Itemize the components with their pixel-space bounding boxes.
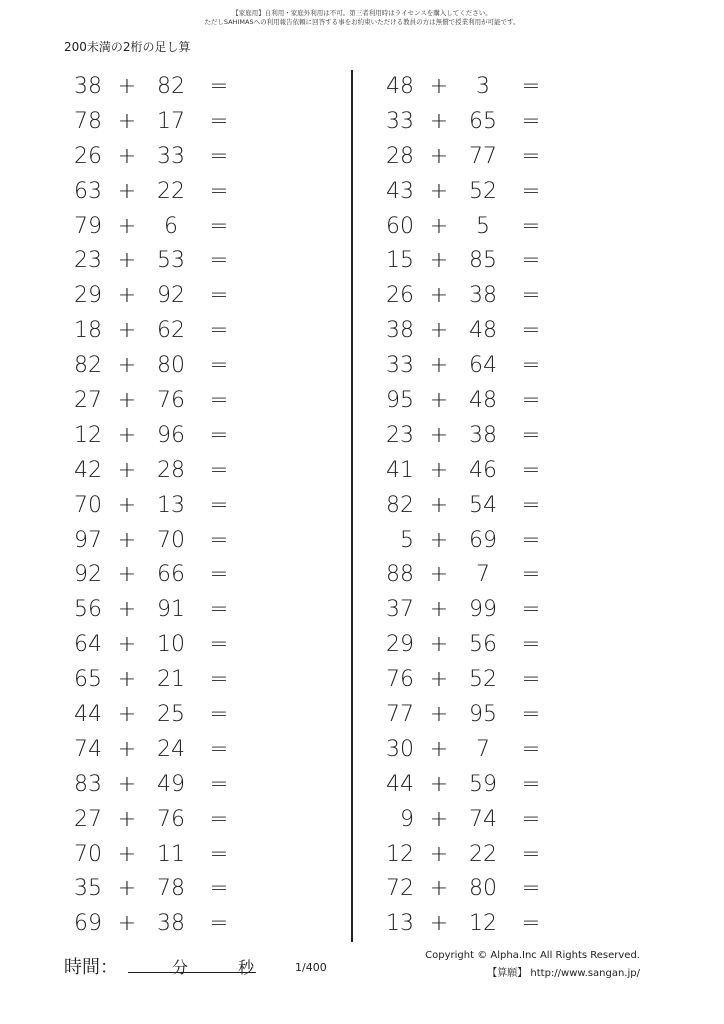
equals-sign: =	[521, 632, 541, 658]
equals-sign: =	[209, 457, 229, 483]
plus-sign: +	[429, 736, 449, 762]
addend-a: 33	[386, 353, 414, 379]
plus-sign: +	[117, 527, 137, 553]
equals-sign: =	[521, 597, 541, 623]
addend-b: 21	[157, 667, 185, 693]
addend-a: 30	[386, 736, 414, 762]
problem-row	[60, 175, 360, 210]
plus-sign: +	[117, 74, 137, 99]
plus-sign: +	[117, 143, 137, 169]
plus-sign: +	[429, 74, 449, 99]
plus-sign: +	[429, 422, 449, 448]
addend-a: 43	[386, 178, 414, 204]
plus-sign: +	[117, 213, 137, 239]
plus-sign: +	[429, 108, 449, 134]
addend-b: 11	[157, 841, 185, 867]
problem-row	[60, 384, 360, 419]
addend-a: 18	[74, 318, 102, 344]
equals-sign: =	[521, 143, 541, 169]
plus-sign: +	[117, 771, 137, 797]
addend-a: 79	[74, 213, 102, 239]
plus-sign: +	[117, 911, 137, 937]
plus-sign: +	[429, 806, 449, 832]
addend-a: 44	[386, 771, 414, 797]
addend-a: 44	[74, 702, 102, 728]
plus-sign: +	[429, 841, 449, 867]
addend-a: 78	[74, 108, 102, 134]
plus-sign: +	[117, 702, 137, 728]
addend-b: 80	[157, 353, 185, 379]
plus-sign: +	[429, 492, 449, 518]
plus-sign: +	[117, 108, 137, 134]
plus-sign: +	[429, 911, 449, 937]
equals-sign: =	[209, 667, 229, 693]
addend-a: 26	[386, 283, 414, 309]
addend-a: 76	[386, 667, 414, 693]
equals-sign: =	[521, 736, 541, 762]
addend-a: 72	[386, 876, 414, 902]
addend-b: 6	[164, 213, 178, 239]
addend-a: 29	[386, 632, 414, 658]
equals-sign: =	[209, 911, 229, 937]
equals-sign: =	[521, 178, 541, 204]
addend-b: 96	[157, 422, 185, 448]
equals-sign: =	[209, 74, 229, 99]
equals-sign: =	[521, 841, 541, 867]
addend-b: 28	[157, 457, 185, 483]
addend-b: 10	[157, 632, 185, 658]
addend-b: 38	[469, 422, 497, 448]
addend-b: 53	[157, 248, 185, 274]
addend-b: 33	[157, 143, 185, 169]
addend-a: 33	[386, 108, 414, 134]
addend-a: 23	[386, 422, 414, 448]
addend-a: 77	[386, 702, 414, 728]
equals-sign: =	[521, 74, 541, 99]
equals-sign: =	[209, 248, 229, 274]
equals-sign: =	[209, 736, 229, 762]
addend-b: 80	[469, 876, 497, 902]
addend-b: 76	[157, 388, 185, 414]
addend-a: 27	[74, 806, 102, 832]
problem-row	[372, 698, 672, 733]
addend-b: 76	[157, 806, 185, 832]
plus-sign: +	[429, 667, 449, 693]
addend-a: 82	[386, 492, 414, 518]
addend-a: 97	[74, 527, 102, 553]
problem-row	[60, 698, 360, 733]
problem-row	[60, 244, 360, 279]
plus-sign: +	[117, 178, 137, 204]
equals-sign: =	[209, 388, 229, 414]
plus-sign: +	[429, 562, 449, 588]
plus-sign: +	[429, 457, 449, 483]
addend-b: 48	[469, 318, 497, 344]
addend-b: 56	[469, 632, 497, 658]
problem-row	[372, 175, 672, 210]
addend-a: 5	[400, 527, 414, 553]
time-label: 時間：	[64, 957, 118, 978]
addend-a: 92	[74, 562, 102, 588]
addend-a: 13	[386, 911, 414, 937]
plus-sign: +	[117, 422, 137, 448]
plus-sign: +	[429, 248, 449, 274]
problem-row	[60, 907, 360, 942]
plus-sign: +	[117, 806, 137, 832]
addend-b: 5	[476, 213, 490, 239]
plus-sign: +	[117, 562, 137, 588]
problem-row	[372, 733, 672, 768]
addend-a: 63	[74, 178, 102, 204]
addend-b: 38	[157, 911, 185, 937]
problem-row	[372, 768, 672, 803]
problem-row	[60, 663, 360, 698]
addend-a: 69	[74, 911, 102, 937]
problem-row	[372, 663, 672, 698]
problem-row	[372, 454, 672, 489]
equals-sign: =	[209, 527, 229, 553]
plus-sign: +	[117, 597, 137, 623]
addend-b: 38	[469, 283, 497, 309]
addend-a: 95	[386, 388, 414, 414]
equals-sign: =	[521, 771, 541, 797]
addend-a: 27	[74, 388, 102, 414]
equals-sign: =	[521, 492, 541, 518]
minutes-label: 分	[172, 958, 189, 977]
problem-row	[372, 803, 672, 838]
plus-sign: +	[117, 457, 137, 483]
plus-sign: +	[117, 388, 137, 414]
equals-sign: =	[521, 806, 541, 832]
plus-sign: +	[429, 388, 449, 414]
addend-a: 28	[386, 143, 414, 169]
addend-a: 12	[74, 422, 102, 448]
addend-b: 22	[469, 841, 497, 867]
addend-b: 54	[469, 492, 497, 518]
addend-b: 59	[469, 771, 497, 797]
equals-sign: =	[209, 562, 229, 588]
addend-a: 83	[74, 771, 102, 797]
problem-row	[372, 838, 672, 873]
addend-b: 46	[469, 457, 497, 483]
plus-sign: +	[117, 736, 137, 762]
addend-b: 25	[157, 702, 185, 728]
equals-sign: =	[521, 876, 541, 902]
equals-sign: =	[209, 108, 229, 134]
equals-sign: =	[521, 457, 541, 483]
addend-a: 38	[386, 318, 414, 344]
equals-sign: =	[521, 422, 541, 448]
seconds-label: 秒	[238, 958, 255, 977]
equals-sign: =	[209, 771, 229, 797]
addend-b: 52	[469, 667, 497, 693]
problem-row	[372, 105, 672, 140]
plus-sign: +	[429, 597, 449, 623]
equals-sign: =	[521, 702, 541, 728]
addend-b: 13	[157, 492, 185, 518]
problem-row	[372, 70, 672, 105]
addend-b: 17	[157, 108, 185, 134]
addend-b: 92	[157, 283, 185, 309]
problem-row	[372, 907, 672, 942]
plus-sign: +	[117, 632, 137, 658]
equals-sign: =	[521, 353, 541, 379]
addend-a: 64	[74, 632, 102, 658]
addend-b: 65	[469, 108, 497, 134]
addend-b: 66	[157, 562, 185, 588]
addend-b: 7	[476, 736, 490, 762]
plus-sign: +	[429, 632, 449, 658]
plus-sign: +	[429, 283, 449, 309]
addend-a: 70	[74, 841, 102, 867]
right-problem-column	[372, 70, 672, 942]
addend-a: 15	[386, 248, 414, 274]
problem-row	[60, 419, 360, 454]
problem-row	[60, 140, 360, 175]
plus-sign: +	[117, 283, 137, 309]
problem-row	[372, 872, 672, 907]
addend-a: 70	[74, 492, 102, 518]
addend-a: 26	[74, 143, 102, 169]
problem-row	[372, 314, 672, 349]
plus-sign: +	[429, 353, 449, 379]
addend-a: 35	[74, 876, 102, 902]
addend-b: 70	[157, 527, 185, 553]
equals-sign: =	[209, 806, 229, 832]
problem-row	[60, 733, 360, 768]
plus-sign: +	[429, 527, 449, 553]
addend-b: 78	[157, 876, 185, 902]
plus-sign: +	[117, 248, 137, 274]
addend-a: 74	[74, 736, 102, 762]
problem-row	[60, 872, 360, 907]
addend-b: 91	[157, 597, 185, 623]
problem-row	[60, 279, 360, 314]
addend-b: 74	[469, 806, 497, 832]
page-number: 1/400	[295, 961, 327, 974]
problem-row	[60, 314, 360, 349]
addend-a: 12	[386, 841, 414, 867]
equals-sign: =	[209, 353, 229, 379]
addend-a: 60	[386, 213, 414, 239]
addend-b: 7	[476, 562, 490, 588]
problem-row	[372, 279, 672, 314]
problem-row	[60, 524, 360, 559]
problem-row	[60, 628, 360, 663]
addend-a: 41	[386, 457, 414, 483]
time-answer-line	[128, 972, 256, 973]
addend-a: 29	[74, 283, 102, 309]
plus-sign: +	[117, 667, 137, 693]
equals-sign: =	[521, 527, 541, 553]
addend-b: 62	[157, 318, 185, 344]
addend-b: 3	[476, 74, 490, 99]
problem-row	[372, 524, 672, 559]
problem-row	[60, 838, 360, 873]
problem-row	[60, 70, 360, 105]
problem-row	[372, 628, 672, 663]
problem-row	[372, 489, 672, 524]
equals-sign: =	[209, 597, 229, 623]
addend-a: 88	[386, 562, 414, 588]
plus-sign: +	[429, 771, 449, 797]
addend-a: 48	[386, 74, 414, 99]
plus-sign: +	[429, 318, 449, 344]
problem-row	[372, 140, 672, 175]
equals-sign: =	[521, 283, 541, 309]
equals-sign: =	[209, 632, 229, 658]
license-notice-line-2: ただしSAHIMASへの利用報告依頼に回答する事をお約束いただける教員の方は無償で授業利用が可能です。	[204, 18, 520, 26]
site-link[interactable]: 【算願】 http://www.sangan.jp/	[487, 968, 640, 979]
equals-sign: =	[521, 388, 541, 414]
problem-row	[60, 558, 360, 593]
problem-row	[60, 768, 360, 803]
addend-b: 85	[469, 248, 497, 274]
equals-sign: =	[521, 108, 541, 134]
addend-a: 23	[74, 248, 102, 274]
problem-row	[60, 210, 360, 245]
addend-b: 22	[157, 178, 185, 204]
problem-row	[60, 454, 360, 489]
addend-b: 64	[469, 353, 497, 379]
problem-row	[372, 593, 672, 628]
equals-sign: =	[209, 178, 229, 204]
addend-a: 65	[74, 667, 102, 693]
equals-sign: =	[209, 283, 229, 309]
addend-a: 37	[386, 597, 414, 623]
problem-row	[60, 803, 360, 838]
equals-sign: =	[209, 702, 229, 728]
equals-sign: =	[209, 841, 229, 867]
license-notice-line-1: 【家庭用】自利用・家庭外利用は不可。第三者利用時はライセンスを購入してください。	[232, 9, 492, 17]
addend-a: 56	[74, 597, 102, 623]
problem-row	[372, 210, 672, 245]
equals-sign: =	[209, 213, 229, 239]
equals-sign: =	[521, 667, 541, 693]
plus-sign: +	[117, 876, 137, 902]
plus-sign: +	[429, 143, 449, 169]
addend-a: 9	[400, 806, 414, 832]
equals-sign: =	[209, 143, 229, 169]
addend-b: 12	[469, 911, 497, 937]
addend-a: 38	[74, 74, 102, 99]
equals-sign: =	[209, 876, 229, 902]
equals-sign: =	[209, 492, 229, 518]
equals-sign: =	[521, 248, 541, 274]
equals-sign: =	[521, 562, 541, 588]
addend-b: 52	[469, 178, 497, 204]
left-problem-column	[60, 70, 360, 942]
plus-sign: +	[117, 318, 137, 344]
addend-b: 49	[157, 771, 185, 797]
addend-b: 77	[469, 143, 497, 169]
addend-b: 48	[469, 388, 497, 414]
plus-sign: +	[429, 876, 449, 902]
plus-sign: +	[429, 178, 449, 204]
addend-b: 24	[157, 736, 185, 762]
problem-row	[372, 419, 672, 454]
equals-sign: =	[521, 213, 541, 239]
addend-a: 82	[74, 353, 102, 379]
problem-row	[60, 593, 360, 628]
equals-sign: =	[209, 318, 229, 344]
worksheet-title: 200未満の2桁の足し算	[64, 40, 191, 54]
plus-sign: +	[117, 492, 137, 518]
problem-row	[372, 558, 672, 593]
plus-sign: +	[117, 841, 137, 867]
problem-row	[372, 384, 672, 419]
problem-row	[60, 105, 360, 140]
equals-sign: =	[521, 318, 541, 344]
addend-a: 42	[74, 457, 102, 483]
problem-row	[60, 349, 360, 384]
plus-sign: +	[429, 213, 449, 239]
addend-b: 82	[157, 74, 185, 99]
problem-row	[372, 244, 672, 279]
addend-b: 95	[469, 702, 497, 728]
addend-b: 69	[469, 527, 497, 553]
equals-sign: =	[209, 422, 229, 448]
equals-sign: =	[521, 911, 541, 937]
copyright-text: Copyright © Alpha.Inc All Rights Reserved.	[425, 950, 640, 961]
problem-row	[60, 489, 360, 524]
problem-row	[372, 349, 672, 384]
addend-b: 99	[469, 597, 497, 623]
plus-sign: +	[429, 702, 449, 728]
plus-sign: +	[117, 353, 137, 379]
